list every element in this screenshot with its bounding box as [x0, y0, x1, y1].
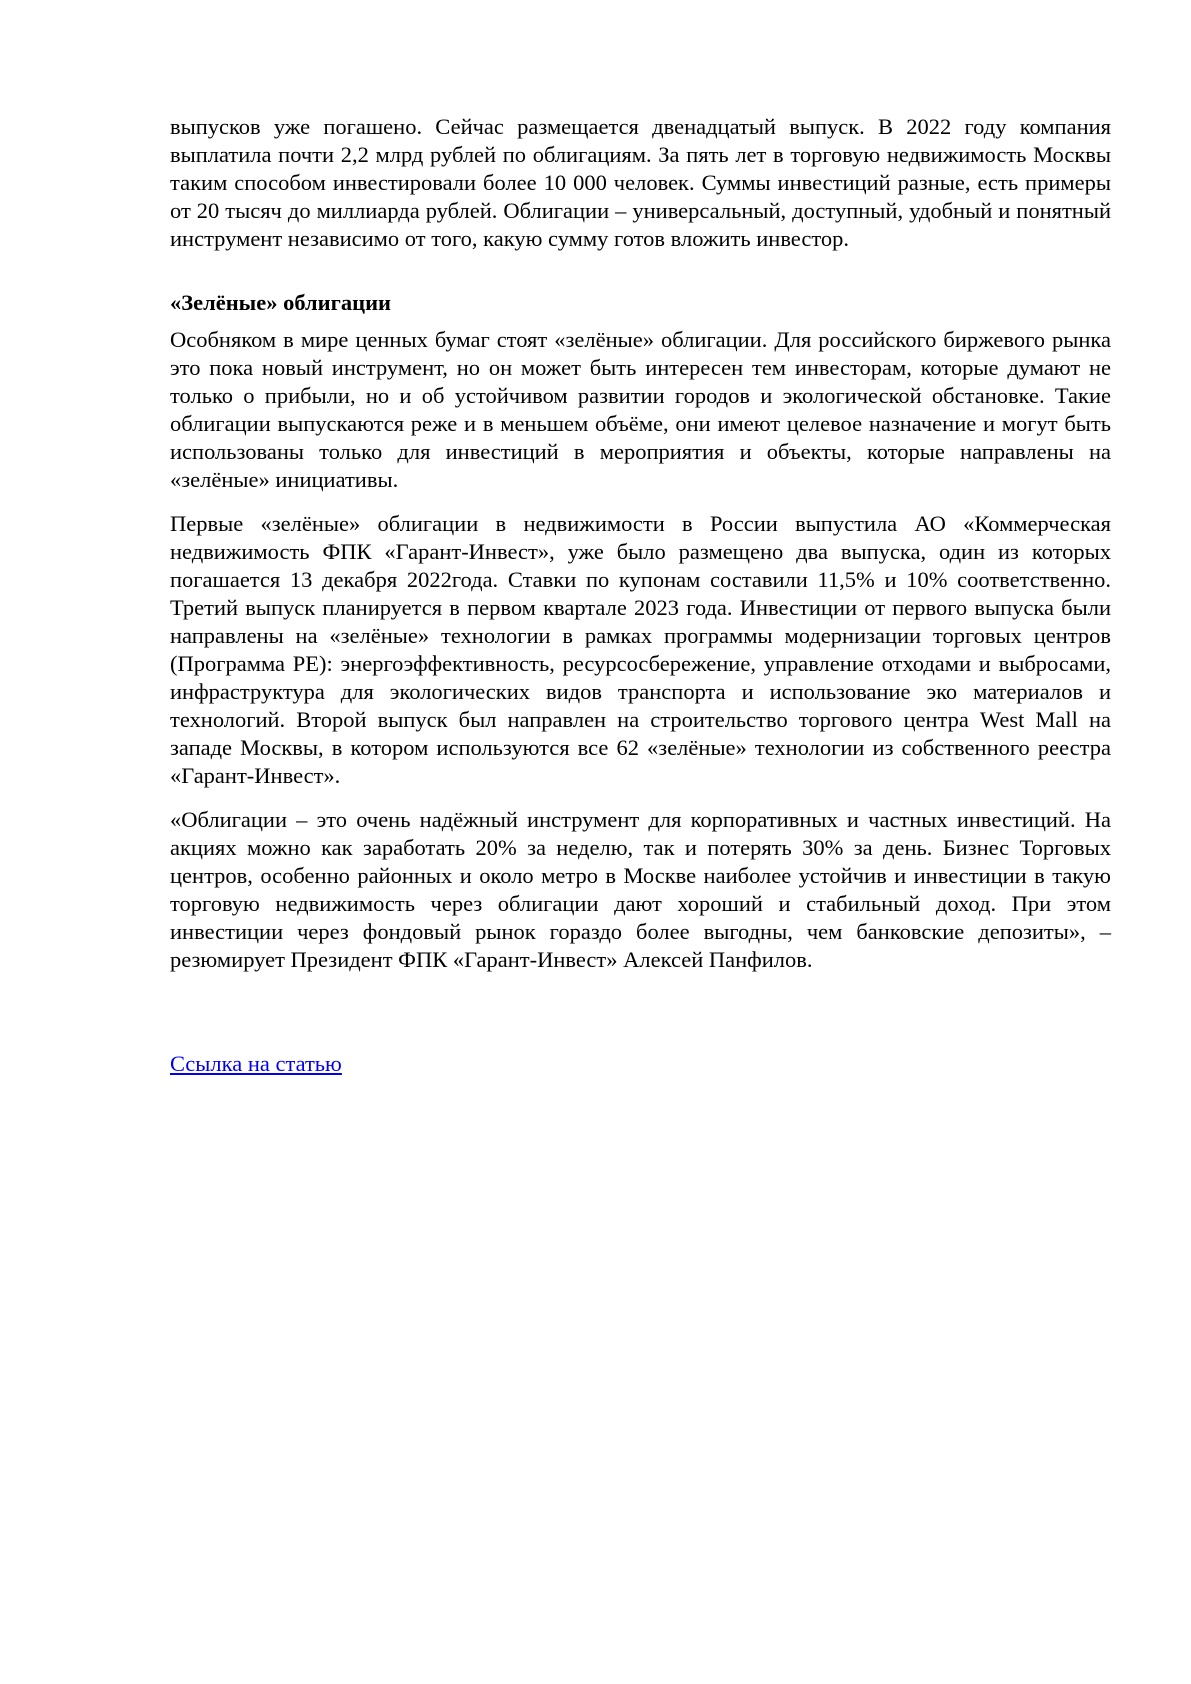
article-link[interactable]: Ссылка на статью [170, 1051, 342, 1076]
section-heading: «Зелёные» облигации [170, 290, 392, 315]
spacer [170, 253, 1111, 289]
spacer [170, 790, 1111, 806]
section-paragraph-2: Первые «зелёные» облигации в недвижимости в России выпустила АО «Коммерческая недвижимость ФПК «Гарант-Инвест», уже было размещено два выпуска, один из которых погашается 13 декабря 2022года. Ставки по купонам составили 11,5% и 10% соответственно. Третий выпуск планируется в первом квартале 2023 года. Инвестиции от первого выпуска были направлены на «зелёные» технологии в рамках программы модернизации торговых центров (Программа РЕ): энергоэффективность, ресурсосбережение, управление отходами и выбросами, инфраструктура для экологических видов транспорта и использование эко материалов и технологий. Второй выпуск был направлен на строительство торгового центра West Mall на западе Москвы, в котором используются все 62 «зелёные» технологии из собственного реестра «Гарант-Инвест». [170, 511, 1111, 788]
section-paragraph-1: Особняком в мире ценных бумаг стоят «зелёные» облигации. Для российского биржевого рынка это пока новый инструмент, но он может быть интересен тем инвесторам, которые думают не только о прибыли, но и об устойчивом развитии городов и экологической обстановке. Такие облигации выпускаются реже и в меньшем объёме, они имеют целевое назначение и могут быть использованы только для инвестиций в мероприятия и объекты, которые направлены на «зелёные» инициативы. [170, 327, 1111, 492]
intro-paragraph: выпусков уже погашено. Сейчас размещается двенадцатый выпуск. В 2022 году компания выплатила почти 2,2 млрд рублей по облигациям. За пять лет в торговую недвижимость Москвы таким способом инвестировали более 10 000 человек. Суммы инвестиций разные, есть примеры от 20 тысяч до миллиарда рублей. Облигации – универсальный, доступный, удобный и понятный инструмент независимо от того, какую сумму готов вложить инвестор. [170, 114, 1111, 251]
quote-paragraph: «Облигации – это очень надёжный инструмент для корпоративных и частных инвестиций. На акциях можно как заработать 20% за неделю, так и потерять 30% за день. Бизнес Торговых центров, особенно районных и около метро в Москве наиболее устойчив и инвестиции в такую торговую недвижимость через облигации дают хороший и стабильный доход. При этом инвестиции через фондовый рынок гораздо более выгодны, чем банковские депозиты», – резюмирует Президент ФПК «Гарант-Инвест» Алексей Панфилов. [170, 807, 1111, 972]
spacer [170, 317, 1111, 326]
article-body [170, 113, 1111, 974]
spacer [170, 494, 1111, 510]
